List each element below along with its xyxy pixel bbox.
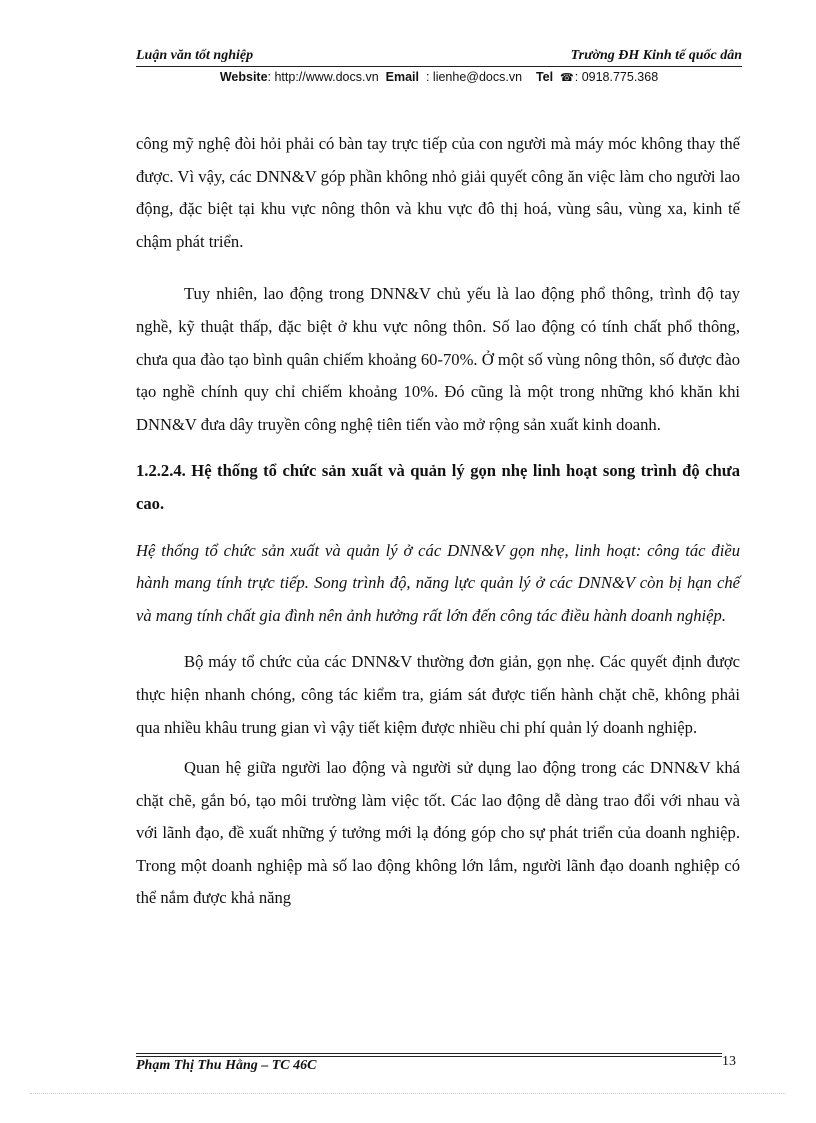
paragraph-3-italic: Hệ thống tổ chức sản xuất và quản lý ở các DNN&V gọn nhẹ, linh hoạt: công tác điều hành mang tính trực tiếp. Song trình độ, năng lực quản lý ở các DNN&V còn bị hạn chế và mang tính chất gia đình nên ảnh hưởng rất lớn đến công tác điều hành doanh nghiệp. (136, 540, 740, 625)
header-thesis-label: Luận văn tốt nghiệp (136, 48, 254, 63)
section-heading: 1.2.2.4. Hệ thống tổ chức sản xuất và quản lý gọn nhẹ linh hoạt song trình độ chưa cao. (136, 461, 740, 513)
tel-label: Tel (535, 70, 554, 84)
paragraph-2: Tuy nhiên, lao động trong DNN&V chủ yếu là lao động phổ thông, trình độ tay nghề, kỹ thuật thấp, đặc biệt ở khu vực nông thôn. Số lao động có tính chất phổ thông, chưa qua đào tạo bình quân chiếm khoảng 60-70%. Ở một số vùng nông thôn, số được đào tạo nghề chính quy chỉ chiếm khoảng 10%. Đó cũng là một trong những khó khăn khi DNN&V đưa dây truyền công nghệ tiên tiến vào mở rộng sản xuất kinh doanh. (136, 284, 740, 434)
running-header (136, 48, 742, 68)
website-label: Website (219, 70, 268, 84)
header-divider (136, 66, 742, 67)
paragraph-1: công mỹ nghệ đòi hỏi phải có bàn tay trực tiếp của con người mà máy móc không thay thế được. Vì vậy, các DNN&V góp phần không nhỏ giải quyết công ăn việc làm cho người lao động, đặc biệt tại khu vực nông thôn và khu vực đô thị hoá, vùng sâu, vùng xa, kinh tế chậm phát triển. (136, 134, 740, 251)
header-university: Trường ĐH Kinh tế quốc dân (570, 48, 742, 63)
footer-dotted-line (30, 1093, 786, 1094)
tel-number: : 0918.775.368 (574, 70, 659, 84)
email-label: Email (385, 70, 420, 84)
paragraph-4: Bộ máy tổ chức của các DNN&V thường đơn giản, gọn nhẹ. Các quyết định được thực hiện nhanh chóng, công tác kiểm tra, giám sát được tiến hành chặt chẽ, không phải qua nhiều khâu trung gian vì vậy tiết kiệm được nhiều chi phí quản lý doanh nghiệp. (136, 652, 740, 737)
website-url[interactable]: : http://www.docs.vn (267, 70, 379, 84)
body-content (136, 128, 740, 915)
footer-divider-top (136, 1053, 722, 1054)
footer-author: Phạm Thị Thu Hằng – TC 46C (136, 1058, 317, 1073)
paragraph-5: Quan hệ giữa người lao động và người sử dụng lao động trong các DNN&V khá chặt chẽ, gắn bó, tạo môi trường làm việc tốt. Các lao động dễ dàng trao đổi với nhau và với lãnh đạo, đề xuất những ý tưởng mới lạ đóng góp cho sự phát triển của doanh nghiệp. Trong một doanh nghiệp mà số lao động không lớn lắm, người lãnh đạo doanh nghiệp có thể nắm được khả năng (136, 758, 740, 908)
header-contact-line (136, 70, 742, 84)
page-number: 13 (722, 1054, 736, 1069)
footer-divider-bottom (136, 1056, 722, 1057)
email-address[interactable]: : lienhe@docs.vn (425, 70, 523, 84)
phone-icon: ☎ (560, 72, 574, 84)
